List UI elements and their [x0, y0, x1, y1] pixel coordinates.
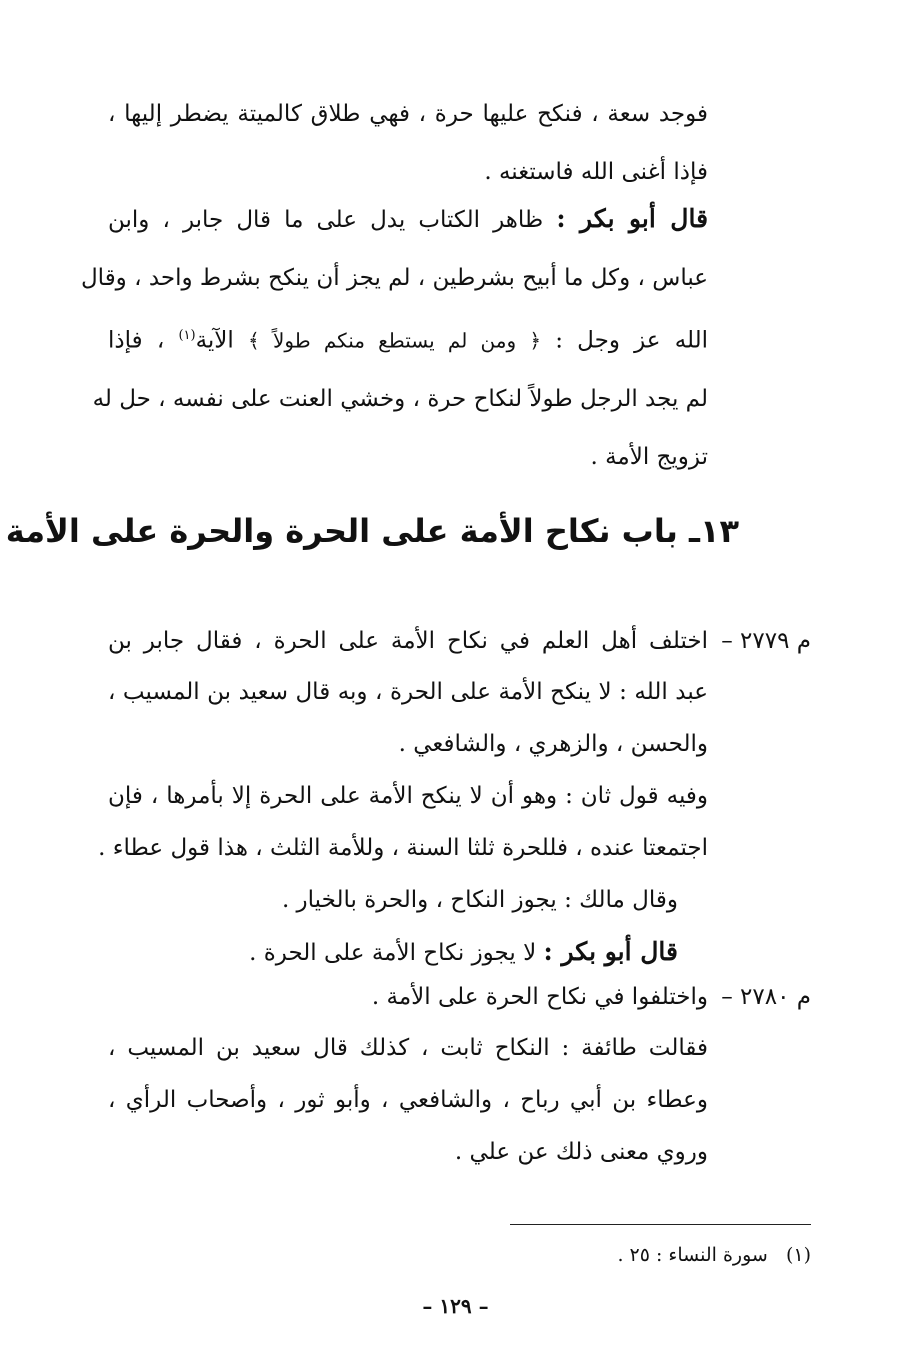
text-line: لم يجد الرجل طولاً لنكاح حرة ، وخشي العنت على نفسه ، حل له — [92, 385, 708, 412]
text-line: وفيه قول ثان : وهو أن لا ينكح الأمة على الحرة إلا بأمرها ، فإن — [108, 783, 708, 809]
footnote — [617, 1244, 811, 1266]
footnote-separator — [510, 1224, 811, 1225]
footnote-text: سورة النساء : ٢٥ . — [617, 1244, 768, 1266]
text-line: والحسن ، والزهري ، والشافعي . — [398, 731, 708, 757]
text-fragment: ، فإذا — [108, 327, 165, 354]
text-fragment: الله عز وجل : — [555, 327, 709, 354]
entry-2779 — [108, 612, 708, 670]
text-line: وقال مالك : يجوز النكاح ، والحرة بالخيار . — [281, 887, 678, 913]
text-line — [108, 926, 708, 979]
entry-2780-intro: واختلفوا في نكاح الحرة على الأمة . — [371, 984, 708, 1010]
speaker-label: قال أبو بكر : — [543, 937, 678, 966]
entry-number: م ٢٧٧٩ – — [721, 628, 811, 654]
footnote-reference: (١) — [178, 328, 196, 343]
entry-number: م ٢٧٨٠ – — [721, 984, 811, 1010]
entry-2780 — [108, 1022, 708, 1178]
entry-2779-continued — [98, 666, 708, 979]
text-fragment: ظاهر الكتاب يدل على ما قال جابر ، وابن — [108, 207, 544, 233]
text-fragment: لا يجوز نكاح الأمة على الحرة . — [249, 940, 537, 966]
page-number: – ١٢٩ – — [422, 1294, 489, 1318]
text-line: فقالت طائفة : النكاح ثابت ، كذلك قال سعيد بن المسيب ، — [108, 1035, 708, 1061]
text-line: فوجد سعة ، فنكح عليها حرة ، فهي طلاق كالميتة يضطر إليها ، — [108, 101, 708, 127]
text-line: عبد الله : لا ينكح الأمة على الحرة ، وبه قال سعيد بن المسيب ، — [108, 679, 708, 705]
text-line: اجتمعتا عنده ، فللحرة ثلثا السنة ، وللأمة الثلث ، هذا قول عطاء . — [98, 835, 708, 861]
footnote-marker: (١) — [785, 1244, 811, 1266]
text-line: وروي معنى ذلك عن علي . — [454, 1139, 708, 1165]
text-line: تزويج الأمة . — [590, 443, 708, 470]
quran-verse: ﴿ ومن لم يستطع منكم طولاً ﴾ — [248, 328, 542, 353]
text-line: وعطاء بن أبي رباح ، والشافعي ، وأبو ثور ، وأصحاب الرأي ، — [108, 1087, 708, 1113]
text-line: فإذا أغنى الله فاستغنه . — [484, 159, 708, 185]
paragraph-1 — [108, 85, 708, 201]
paragraph-2 — [80, 190, 709, 486]
text-line: اختلف أهل العلم في نكاح الأمة على الحرة ، فقال جابر بن — [108, 628, 708, 654]
text-line — [108, 190, 708, 249]
text-line — [108, 307, 708, 370]
text-fragment: الآية — [195, 327, 234, 354]
speaker-label: قال أبو بكر : — [556, 204, 709, 233]
text-line: عباس ، وكل ما أبيح بشرطين ، لم يجز أن ينكح بشرط واحد ، وقال — [80, 265, 708, 291]
chapter-heading: ١٣ـ باب نكاح الأمة على الحرة والحرة على الأمة — [5, 512, 739, 550]
